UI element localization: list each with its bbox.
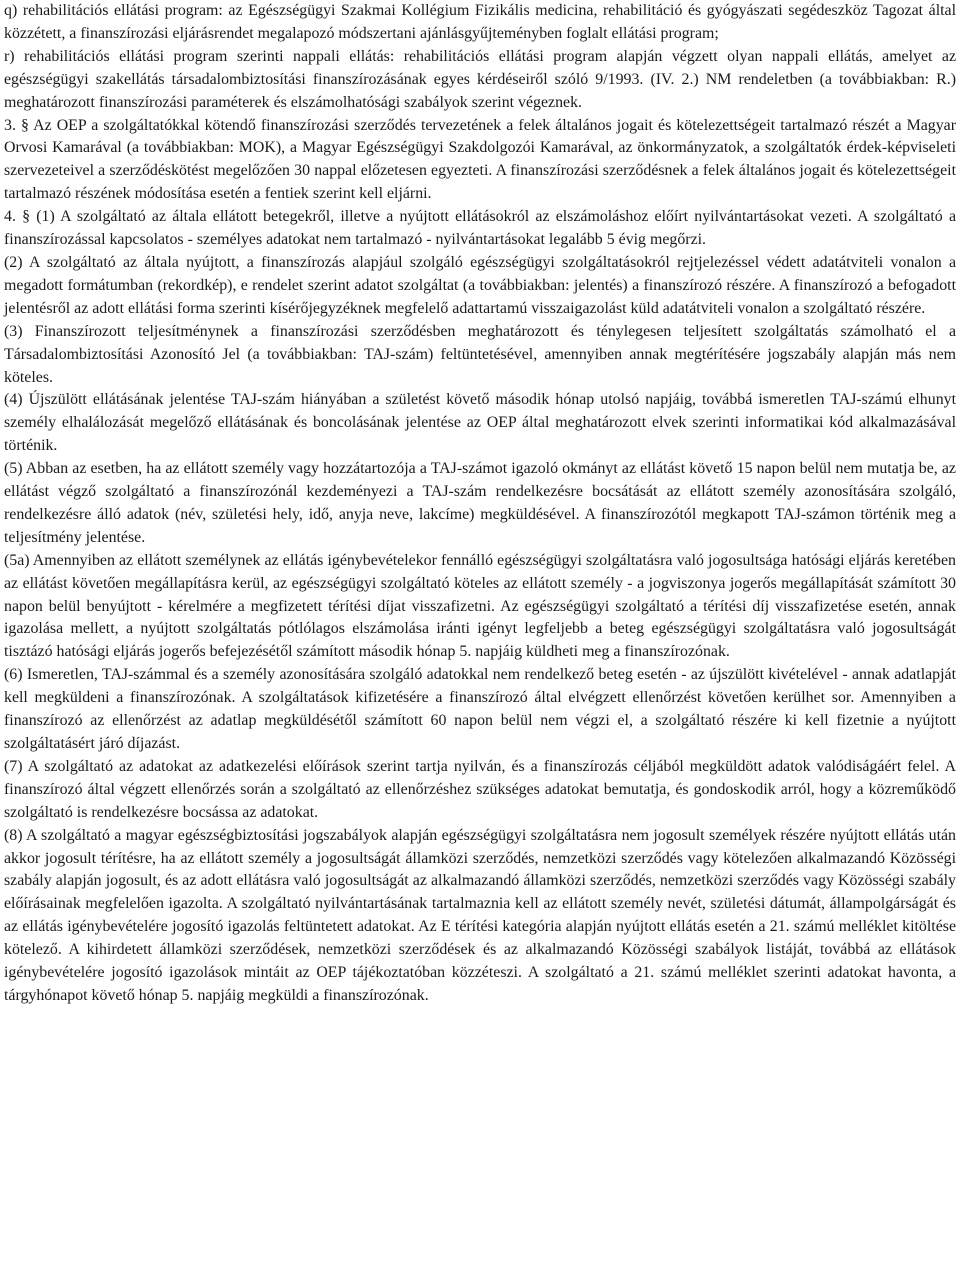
- paragraph-section-3: 3. § Az OEP a szolgáltatókkal kötendő finanszírozási szerződés tervezetének a felek általános jogait és kötelezettségeit tartalmazó részét a Magyar Orvosi Kamarával (a továbbiakban: MOK), a Magyar Egészségügyi Szakdolgozói Kamarával, az önkormányzatok, a szolgáltatók érdek-képviseleti szervezeteivel a szerződéskötést megelőzően 30 nappal előzetesen egyezteti. A finanszírozási szerződésnek a felek általános jogait és kötelezettségeit tartalmazó részének módosítása esetén a fentiek szerint kell eljárni.: [4, 116, 956, 203]
- paragraph-section-4-6: (6) Ismeretlen, TAJ-számmal és a személy azonosítására szolgáló adatokkal nem rendelkező beteg esetén - az újszülött kivételével - annak adatlapját kell megküldeni a finanszírozónak. A szolgáltatások kifizetésére a finanszírozó által elvégzett ellenőrzést követően kerülhet sor. Amennyiben a finanszírozó az ellenőrzést az adatlap megküldésétől számított 60 napon belül nem végzi el, a szolgáltató részére ki kell fizetnie a nyújtott szolgáltatásért járó díjazást.: [4, 666, 956, 752]
- paragraph-section-4-1: 4. § (1) A szolgáltató az általa ellátott betegekről, illetve a nyújtott ellátásokról az elszámoláshoz előírt nyilvántartásokat vezeti. A szolgáltató a finanszírozással kapcsolatos - személyes adatokat nem tartalmazó - nyilvántartásokat legalább 5 évig megőrzi.: [4, 208, 956, 249]
- paragraph-r: r) rehabilitációs ellátási program szerinti nappali ellátás: rehabilitációs ellátási program alapján végzett olyan nappali ellátás, amelyet az egészségügyi szakellátás társadalombiztosítási finanszírozásának egyes kérdéseiről szóló 9/1993. (IV. 2.) NM rendeletben (a továbbiakban: R.) meghatározott finanszírozási paraméterek és elszámolhatósági szabályok szerint végeznek.: [4, 47, 956, 111]
- document-page: [4, 0, 956, 1008]
- paragraph-section-4-7: (7) A szolgáltató az adatokat az adatkezelési előírások szerint tartja nyilván, és a finanszírozás céljából megküldött adatok valódiságáért felel. A finanszírozó által végzett ellenőrzés során a szolgáltató az ellenőrzéshez szükséges adatokat bemutatja, és gondoskodik arról, hogy a közreműködő szolgáltató is rendelkezésre bocsássa az adatokat.: [4, 757, 956, 821]
- paragraph-section-4-8: (8) A szolgáltató a magyar egészségbiztosítási jogszabályok alapján egészségügyi szolgáltatásra nem jogosult személyek részére nyújtott ellátás után akkor jogosult térítésre, ha az ellátott személy a jogosultságát államközi szerződés, nemzetközi szerződés vagy kötelezően alkalmazandó Közösségi szabály alapján jogosult, és az adott ellátásra való jogosultságát az alkalmazandó államközi szerződés, nemzetközi szerződés vagy Közösségi szabály előírásainak megfelelően igazolta. A szolgáltató nyilvántartásának tartalmaznia kell az ellátott személy nevét, születési dátumát, állampolgárságát és az ellátás igénybevételére jogosító igazolás feltüntetett adatokat. Az E térítési kategória alapján nyújtott ellátás esetén a 21. számú melléklet kitöltése kötelező. A kihirdetett államközi szerződések, nemzetközi szerződések és az alkalmazandó Közösségi szabályok listáját, továbbá az ellátások igénybevételére jogosító igazolások mintáit az OEP tájékoztatóban közzéteszi. A szolgáltató a 21. számú melléklet szerinti adatokat havonta, a tárgyhónapot követő hónap 5. napjáig megküldi a finanszírozónak.: [4, 826, 956, 1004]
- paragraph-section-4-4: (4) Újszülött ellátásának jelentése TAJ-szám hiányában a születést követő második hónap utolsó napjáig, továbbá ismeretlen TAJ-számú elhunyt személy elhalálozását megelőző ellátásának és boncolásának jelentése az OEP által meghatározott elvek szerinti informatikai kód alkalmazásával történik.: [4, 391, 956, 455]
- paragraph-section-4-2: (2) A szolgáltató az általa nyújtott, a finanszírozás alapjául szolgáló egészségügyi szolgáltatásokról rejtjelezéssel védett adatátviteli vonalon a megadott formátumban (rekordkép), e rendelet szerint adatot szolgáltat (a továbbiakban: jelentés) a finanszírozó részére. A finanszírozó a befogadott jelentésről az adott ellátási forma szerinti kísérőjegyzéknek megfelelő adattartamú visszaigazolást küld adatátviteli vonalon a szolgáltató részére.: [4, 253, 956, 317]
- paragraph-section-4-3: (3) Finanszírozott teljesítménynek a finanszírozási szerződésben meghatározott és ténylegesen teljesített szolgáltatás számolható el a Társadalombiztosítási Azonosító Jel (a továbbiakban: TAJ-szám) feltüntetésével, amennyiben annak megtérítésére jogszabály alapján más nem köteles.: [4, 322, 956, 386]
- paragraph-section-4-5: (5) Abban az esetben, ha az ellátott személy vagy hozzátartozója a TAJ-számot igazoló okmányt az ellátást követő 15 napon belül nem mutatja be, az ellátást végző szolgáltató a finanszírozónál kezdeményezi a TAJ-szám rendelkezésre bocsátását az ellátott személy azonosítására szolgáló, rendelkezésre álló adatok (név, születési hely, idő, anyja neve, lakcíme) megküldésével. A finanszírozótól megkapott TAJ-számon történik meg a teljesítmény jelentése.: [4, 460, 956, 546]
- paragraph-q: q) rehabilitációs ellátási program: az Egészségügyi Szakmai Kollégium Fizikális medicina, rehabilitáció és gyógyászati segédeszköz Tagozat által közzétett, a finanszírozási eljárásrendet megalapozó módszertani ajánlásgyűjteményben foglalt ellátási program;: [4, 2, 956, 42]
- paragraph-section-4-5a: (5a) Amennyiben az ellátott személynek az ellátás igénybevételekor fennálló egészségügyi szolgáltatásra való jogosultsága hatósági eljárás keretében az ellátást követően megállapításra kerül, az egészségügyi szolgáltató köteles az ellátott személy - a jogviszonya jogerős megállapítását számított 30 napon belül benyújtott - kérelmére a megfizetett térítési díjat visszafizetni. Az egészségügyi szolgáltató a térítési díj visszafizetése esetén, annak igazolása mellett, a nyújtott szolgáltatás pótlólagos elszámolása iránti igényt legfeljebb a beteg egészségügyi szolgáltatásra való jogosultságát tisztázó hatósági eljárás jogerős befejezésétől számított második hónap 5. napjáig küldheti meg a finanszírozónak.: [4, 551, 956, 661]
